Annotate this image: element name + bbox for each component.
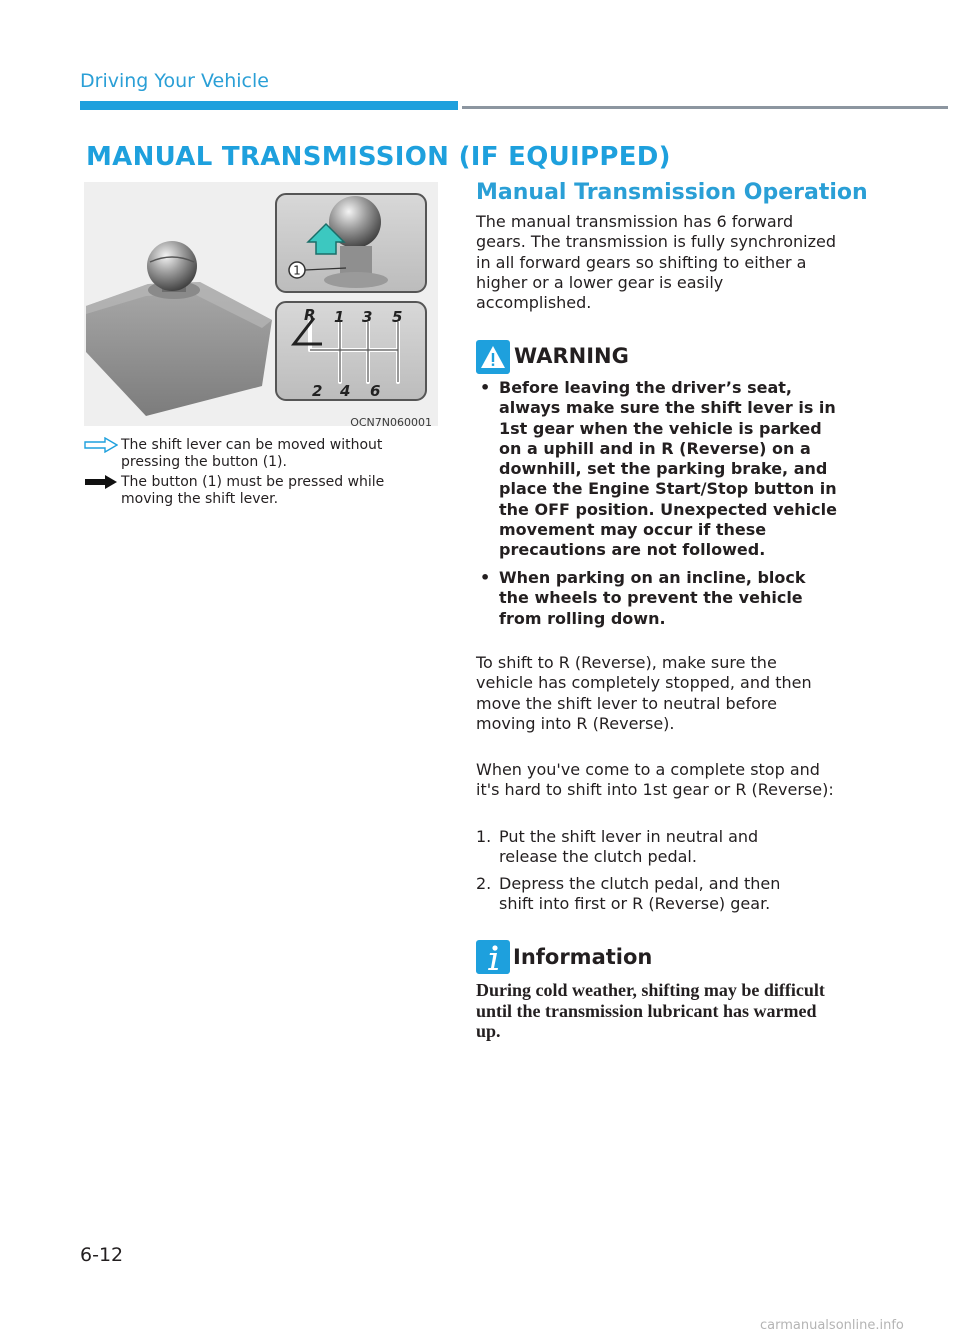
legend-text: The shift lever can be moved without pressing the button (1). <box>121 437 383 470</box>
information-text: During cold weather, shifting may be difficult until the transmission lubricant has warmed up. <box>476 980 825 1041</box>
gear-label-6: 6 <box>370 382 381 400</box>
figure-code: OCN7N060001 <box>350 416 432 429</box>
step-text: Depress the clutch pedal, and then shift into first or R (Reverse) gear. <box>499 874 781 914</box>
step-number: 1. <box>476 827 492 846</box>
cold-stop-paragraph: When you've come to a complete stop and it's hard to shift into 1st gear or R (Reverse): <box>476 760 834 800</box>
footer-watermark: carmanualsonline.info <box>760 1318 904 1333</box>
gear-label-1: 1 <box>334 308 345 326</box>
shift-knob <box>147 241 197 291</box>
shift-lever-figure <box>84 182 438 426</box>
header-rule <box>462 106 948 109</box>
warning-title: WARNING <box>514 344 629 368</box>
gear-label-3: 3 <box>362 308 373 326</box>
gear-label-2: 2 <box>312 382 323 400</box>
page-number: 6-12 <box>80 1244 124 1266</box>
section-heading: Manual Transmission Operation <box>476 180 868 205</box>
legend-text: The button (1) must be pressed while moving the shift lever. <box>121 474 385 507</box>
intro-paragraph: The manual transmission has 6 forward gears. The transmission is fully synchronized in all forward gears so shifting to either a higher or a lower gear is easily accomplished. <box>476 212 836 313</box>
warning-item-text: When parking on an incline, block the wheels to prevent the vehicle from rolling down. <box>499 568 806 628</box>
warning-triangle-icon <box>476 340 510 374</box>
gear-label-r: R <box>304 306 316 324</box>
solid-arrow-icon <box>84 474 118 490</box>
gear-label-4: 4 <box>340 382 351 400</box>
chapter-title: MANUAL TRANSMISSION (IF EQUIPPED) <box>86 142 671 172</box>
bullet-icon: • <box>480 378 491 397</box>
header-rule-accent <box>80 101 458 110</box>
gear-label-5: 5 <box>392 308 403 326</box>
info-icon <box>476 940 510 974</box>
warning-header <box>476 340 836 376</box>
outline-arrow-icon <box>84 437 118 453</box>
callout-label: 1 <box>293 263 301 278</box>
warning-item-text: Before leaving the driver’s seat, always make sure the shift lever is in 1st gear when the vehicle is parked on a uphill and in R (Reverse) on a downhill, set the parking brake, and place the Engine Start/Stop button in the OFF position. Unexpected vehicle movement may occur if these precautions are not followed. <box>499 378 837 560</box>
information-title: Information <box>513 945 653 969</box>
bullet-icon: • <box>480 568 491 587</box>
information-header <box>476 940 836 976</box>
reverse-paragraph: To shift to R (Reverse), make sure the vehicle has completely stopped, and then move the shift lever to neutral before moving into R (Reverse). <box>476 653 812 733</box>
step-number: 2. <box>476 874 492 893</box>
section-title: Driving Your Vehicle <box>80 70 269 92</box>
shift-lever-illustration <box>84 182 438 426</box>
step-text: Put the shift lever in neutral and release the clutch pedal. <box>499 827 759 867</box>
